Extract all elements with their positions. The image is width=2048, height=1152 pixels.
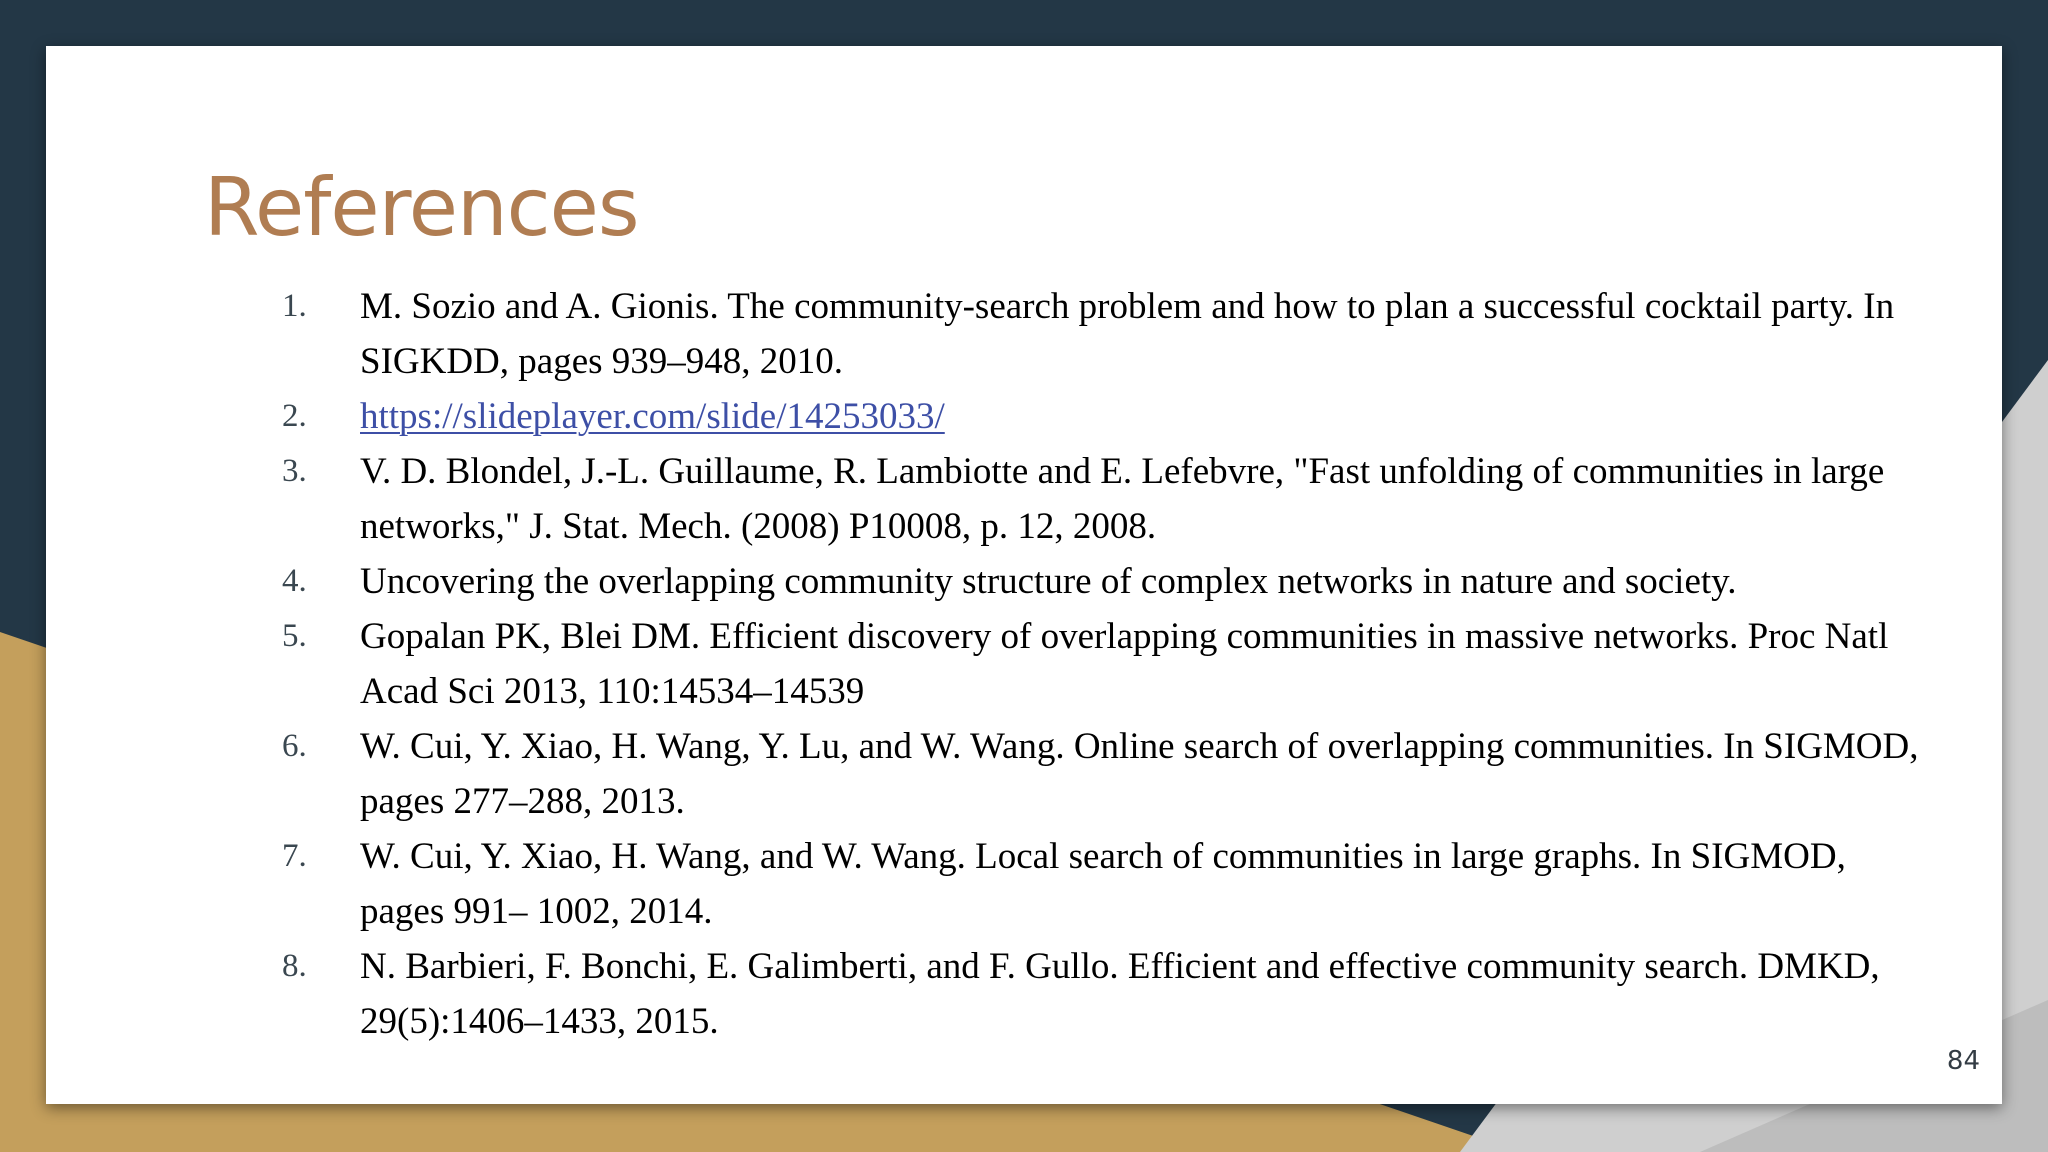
reference-number: 6. xyxy=(282,728,307,764)
slide xyxy=(46,46,2002,1104)
reference-text: W. Cui, Y. Xiao, H. Wang, and W. Wang. Local search of communities in large graphs. In SIGMOD, pages 991– 1002, 2014. xyxy=(360,836,1846,932)
reference-number: 5. xyxy=(282,618,307,654)
reference-text: Gopalan PK, Blei DM. Efficient discovery of overlapping communities in massive networks. Proc Natl Acad Sci 2013, 110:14534–14539 xyxy=(360,616,1889,712)
reference-number: 1. xyxy=(282,288,307,324)
reference-item xyxy=(234,719,1934,829)
reference-number: 4. xyxy=(282,563,307,599)
reference-number: 2. xyxy=(282,398,307,434)
reference-list xyxy=(234,279,1934,1049)
page-number: 84 xyxy=(1946,1046,1980,1076)
reference-item xyxy=(234,444,1934,554)
reference-text: V. D. Blondel, J.-L. Guillaume, R. Lambiotte and E. Lefebvre, "Fast unfolding of communities in large networks," J. Stat. Mech. (2008) P10008, p. 12, 2008. xyxy=(360,451,1885,547)
reference-text: Uncovering the overlapping community structure of complex networks in nature and society. xyxy=(360,561,1737,602)
reference-number: 8. xyxy=(282,948,307,984)
reference-item xyxy=(234,554,1934,609)
reference-item xyxy=(234,279,1934,389)
reference-number: 3. xyxy=(282,453,307,489)
reference-text: N. Barbieri, F. Bonchi, E. Galimberti, and F. Gullo. Efficient and effective community search. DMKD, 29(5):1406–1433, 2015. xyxy=(360,946,1880,1042)
reference-link[interactable]: https://slideplayer.com/slide/14253033/ xyxy=(360,396,945,437)
reference-item xyxy=(234,609,1934,719)
slide-title: References xyxy=(204,161,639,254)
reference-item xyxy=(234,389,1934,444)
reference-item xyxy=(234,939,1934,1049)
reference-number: 7. xyxy=(282,838,307,874)
reference-text: M. Sozio and A. Gionis. The community-search problem and how to plan a successful cocktail party. In SIGKDD, pages 939–948, 2010. xyxy=(360,286,1895,382)
reference-text: W. Cui, Y. Xiao, H. Wang, Y. Lu, and W. Wang. Online search of overlapping communities. In SIGMOD, pages 277–288, 2013. xyxy=(360,726,1919,822)
reference-item xyxy=(234,829,1934,939)
